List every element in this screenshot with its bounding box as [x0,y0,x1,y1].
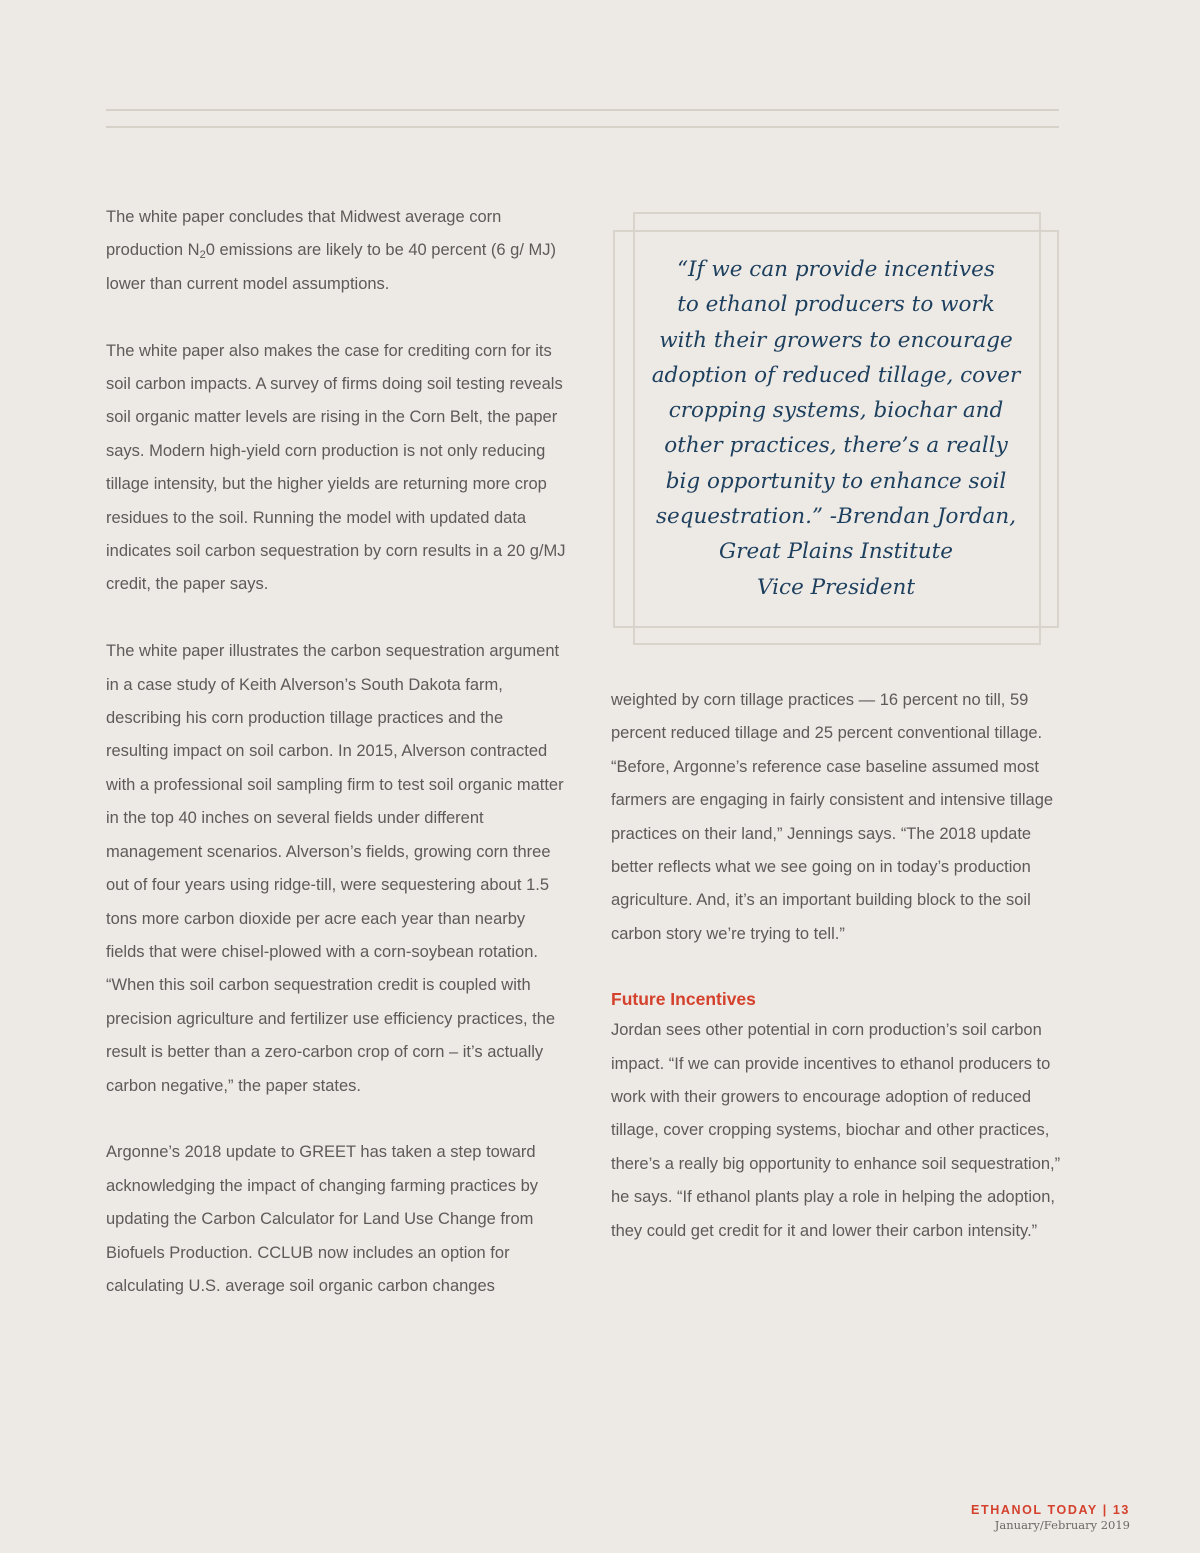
pull-quote-line: other practices, there’s a really [664,433,1008,459]
left-paragraph-4: Argonne’s 2018 update to GREET has taken a step toward acknowledging the impact of changing farming practices by updating the Carbon Calculator for Land Use Change from Biofuels Production. CCLUB now includes an option for calculating U.S. average soil organic carbon changes [106,1143,538,1295]
header-rule-bottom [106,126,1059,128]
section-subhead: Future Incentives [611,989,756,1010]
pull-quote-line: “If we can provide incentives [677,257,995,282]
pull-quote-line: sequestration.” -Brendan Jordan, [655,504,1017,530]
pull-quote-attribution-org: Great Plains Institute [719,539,953,565]
right-column [611,684,1071,1248]
pull-quote-line: adoption of reduced tillage, cover [651,362,1021,388]
pull-quote-line: to ethanol producers to work [677,292,995,318]
pull-quote [634,252,1038,605]
page-footer [971,1502,1130,1532]
left-paragraph-2: The white paper also makes the case for crediting corn for its soil carbon impacts. A survey of firms doing soil testing reveals soil organic matter levels are rising in the Corn Belt, the paper says. Modern high-yield corn production is not only reducing tillage intensity, but the higher yields are returning more crop residues to the soil. Running the model with updated data indicates soil carbon sequestration by corn results in a 20 g/MJ credit, the paper says. [106,341,566,594]
pull-quote-attribution-title: Vice President [757,574,915,600]
pull-quote-line: big opportunity to enhance soil [665,468,1007,494]
header-rule-top [106,109,1059,111]
left-paragraph-1: The white paper concludes that Midwest average corn production $N_20$ emissions are likely to be 40 percent (6 g/ MJ) lower than current model assumptions. [106,208,557,293]
left-paragraph-3: The white paper illustrates the carbon sequestration argument in a case study of Keith Alverson’s South Dakota farm, describing his corn production tillage practices and the resulting impact on soil carbon. In 2015, Alverson contracted with a professional soil sampling firm to test soil organic matter in the top 40 inches on several fields under different management scenarios. Alverson’s fields, growing corn three out of four years using ridge-till, were sequestering about 1.5 tons more carbon dioxide per acre each year than nearby fields that were chisel-plowed with a corn-soybean rotation. “When this soil carbon sequestration credit is coupled with precision agriculture and fertilizer use efficiency practices, the result is better than a zero-carbon crop of corn – it’s actually carbon negative,” the paper states. [106,642,564,1095]
footer-issue-date: January/February 2019 [994,1518,1130,1532]
right-paragraph-2: Jordan sees other potential in corn production’s soil carbon impact. “If we can provide incentives to ethanol producers to work with their growers to encourage adoption of reduced tillage, cover cropping systems, biochar and other practices, there’s a really big opportunity to enhance soil sequestration,” he says. “If ethanol plants play a role in helping the adoption, they could get credit for it and lower their carbon intensity.” [611,1021,1061,1240]
subscript-2: 2 [199,249,206,262]
pull-quote-line: cropping systems, biochar and [668,398,1004,424]
footer-brand-page-number: ETHANOL TODAY | 13 [971,1503,1130,1517]
right-paragraph-1: weighted by corn tillage practices — 16 percent no till, 59 percent reduced tillage and 25 percent conventional tillage. “Before, Argonne’s reference case baseline assumed most farmers are engaging in fairly consistent and intensive tillage practices on their land,” Jennings says. “The 2018 update better reflects what we see going on in today’s production agriculture. And, it’s an important building block to the soil carbon story we’re trying to tell.” [611,691,1054,943]
left-column [106,201,566,1303]
pull-quote-line: with their growers to encourage [659,327,1013,353]
